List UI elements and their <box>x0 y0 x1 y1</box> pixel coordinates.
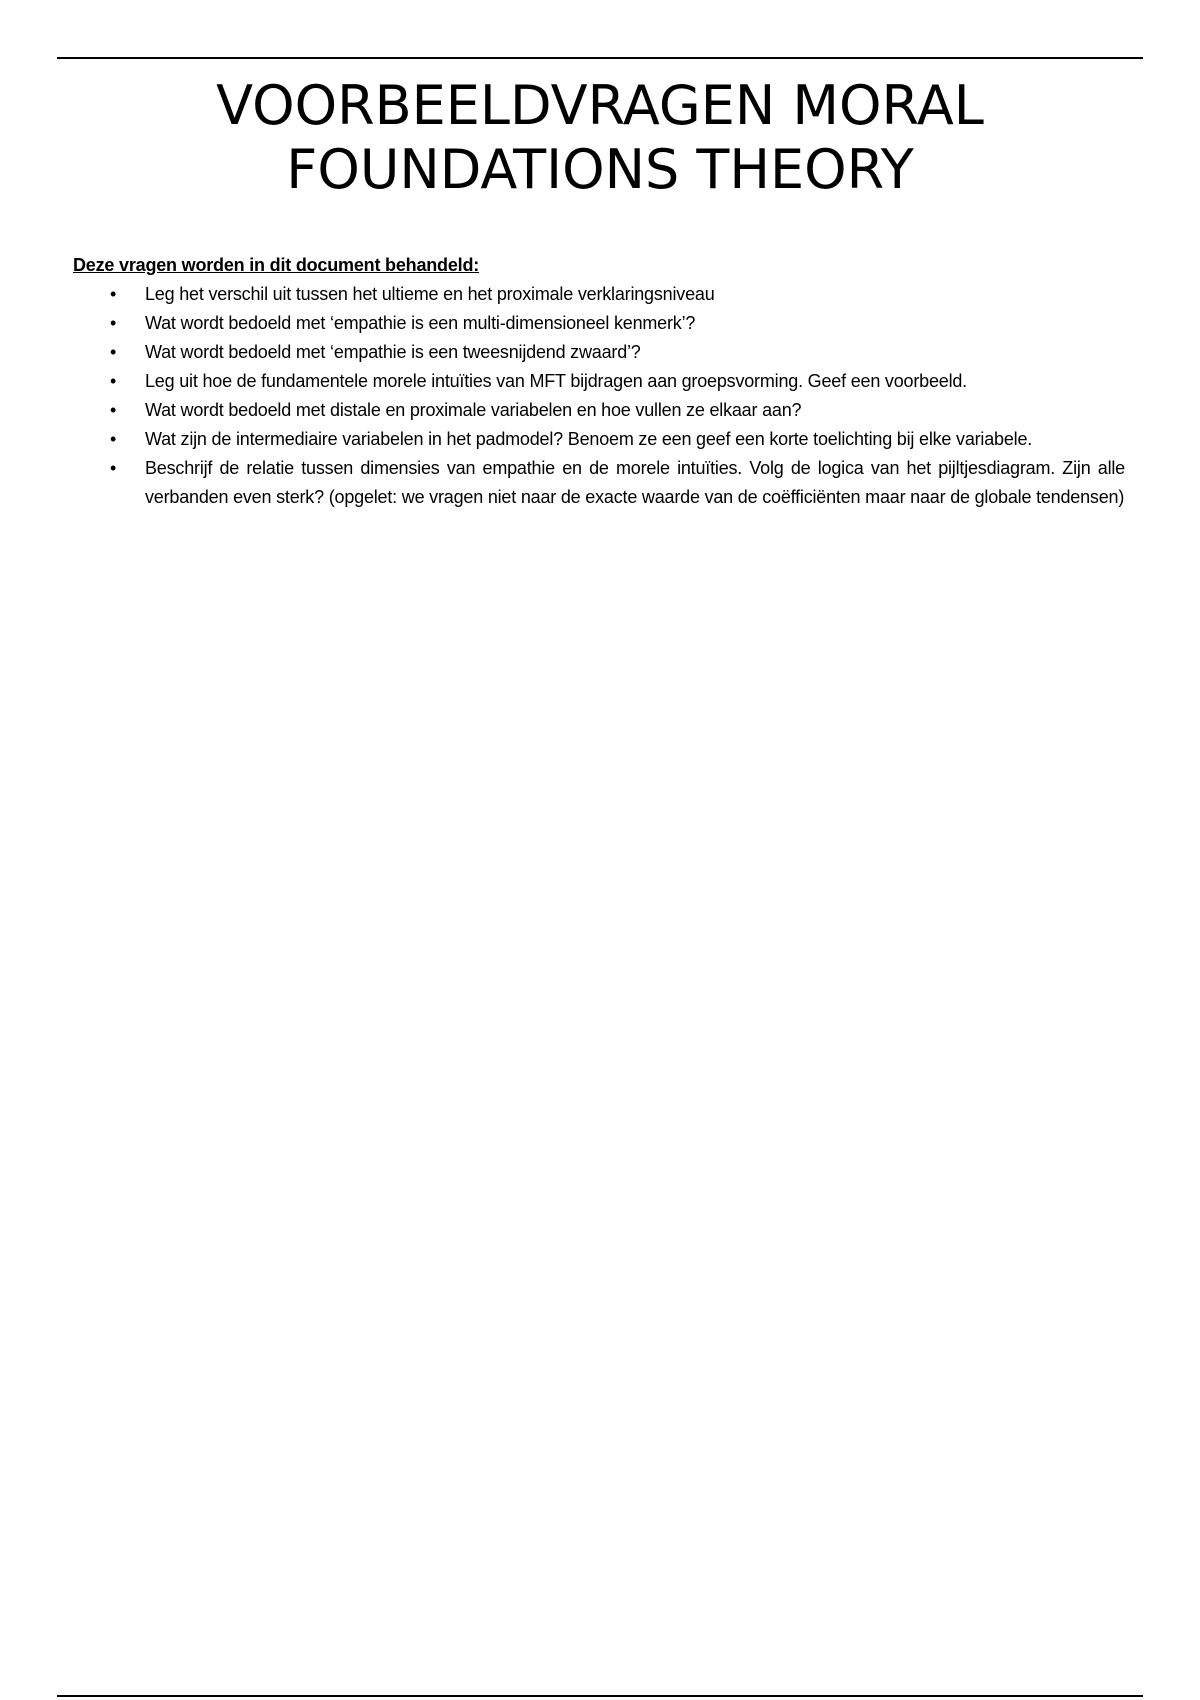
question-list <box>73 280 1125 512</box>
question-text: Wat zijn de intermediaire variabelen in het padmodel? Benoem ze een geef een korte toelichting bij elke variabele. <box>145 429 1033 449</box>
question-text: Leg het verschil uit tussen het ultieme en het proximale verklaringsniveau <box>145 284 715 304</box>
list-item <box>73 425 1125 454</box>
question-text: Wat wordt bedoeld met distale en proximale variabelen en hoe vullen ze elkaar aan? <box>145 400 802 420</box>
bullet-icon: • <box>110 429 117 449</box>
list-item <box>73 309 1125 338</box>
bullet-icon: • <box>110 371 117 391</box>
bullet-icon: • <box>110 313 117 333</box>
section-heading: Deze vragen worden in dit document behandeld: <box>73 255 480 275</box>
bullet-icon: • <box>110 284 117 304</box>
list-item <box>73 338 1125 367</box>
title-line-1: VOORBEELDVRAGEN MORAL <box>216 74 984 137</box>
question-text: Beschrijf de relatie tussen dimensies van empathie en de morele intuïties. Volg de logica van het pijltjesdiagram. Zijn alle verbanden even sterk? (opgelet: we vragen niet naar de exacte waarde van de coëfficiënten maar naar de globale tendensen) <box>145 458 1125 507</box>
bullet-icon: • <box>110 400 117 420</box>
header-rule <box>57 57 1143 59</box>
question-text: Wat wordt bedoeld met ‘empathie is een multi-dimensioneel kenmerk’? <box>145 313 696 333</box>
title-line-2: FOUNDATIONS THEORY <box>286 138 914 201</box>
footer-rule <box>57 1695 1143 1697</box>
document-title <box>0 74 1200 202</box>
list-item <box>73 454 1125 512</box>
list-item <box>73 367 1125 396</box>
bullet-icon: • <box>110 342 117 362</box>
question-text: Wat wordt bedoeld met ‘empathie is een tweesnijdend zwaard’? <box>145 342 641 362</box>
list-item <box>73 396 1125 425</box>
document-body <box>73 251 1125 512</box>
bullet-icon: • <box>110 458 117 478</box>
list-item <box>73 280 1125 309</box>
question-text: Leg uit hoe de fundamentele morele intuïties van MFT bijdragen aan groepsvorming. Geef een voorbeeld. <box>145 371 967 391</box>
